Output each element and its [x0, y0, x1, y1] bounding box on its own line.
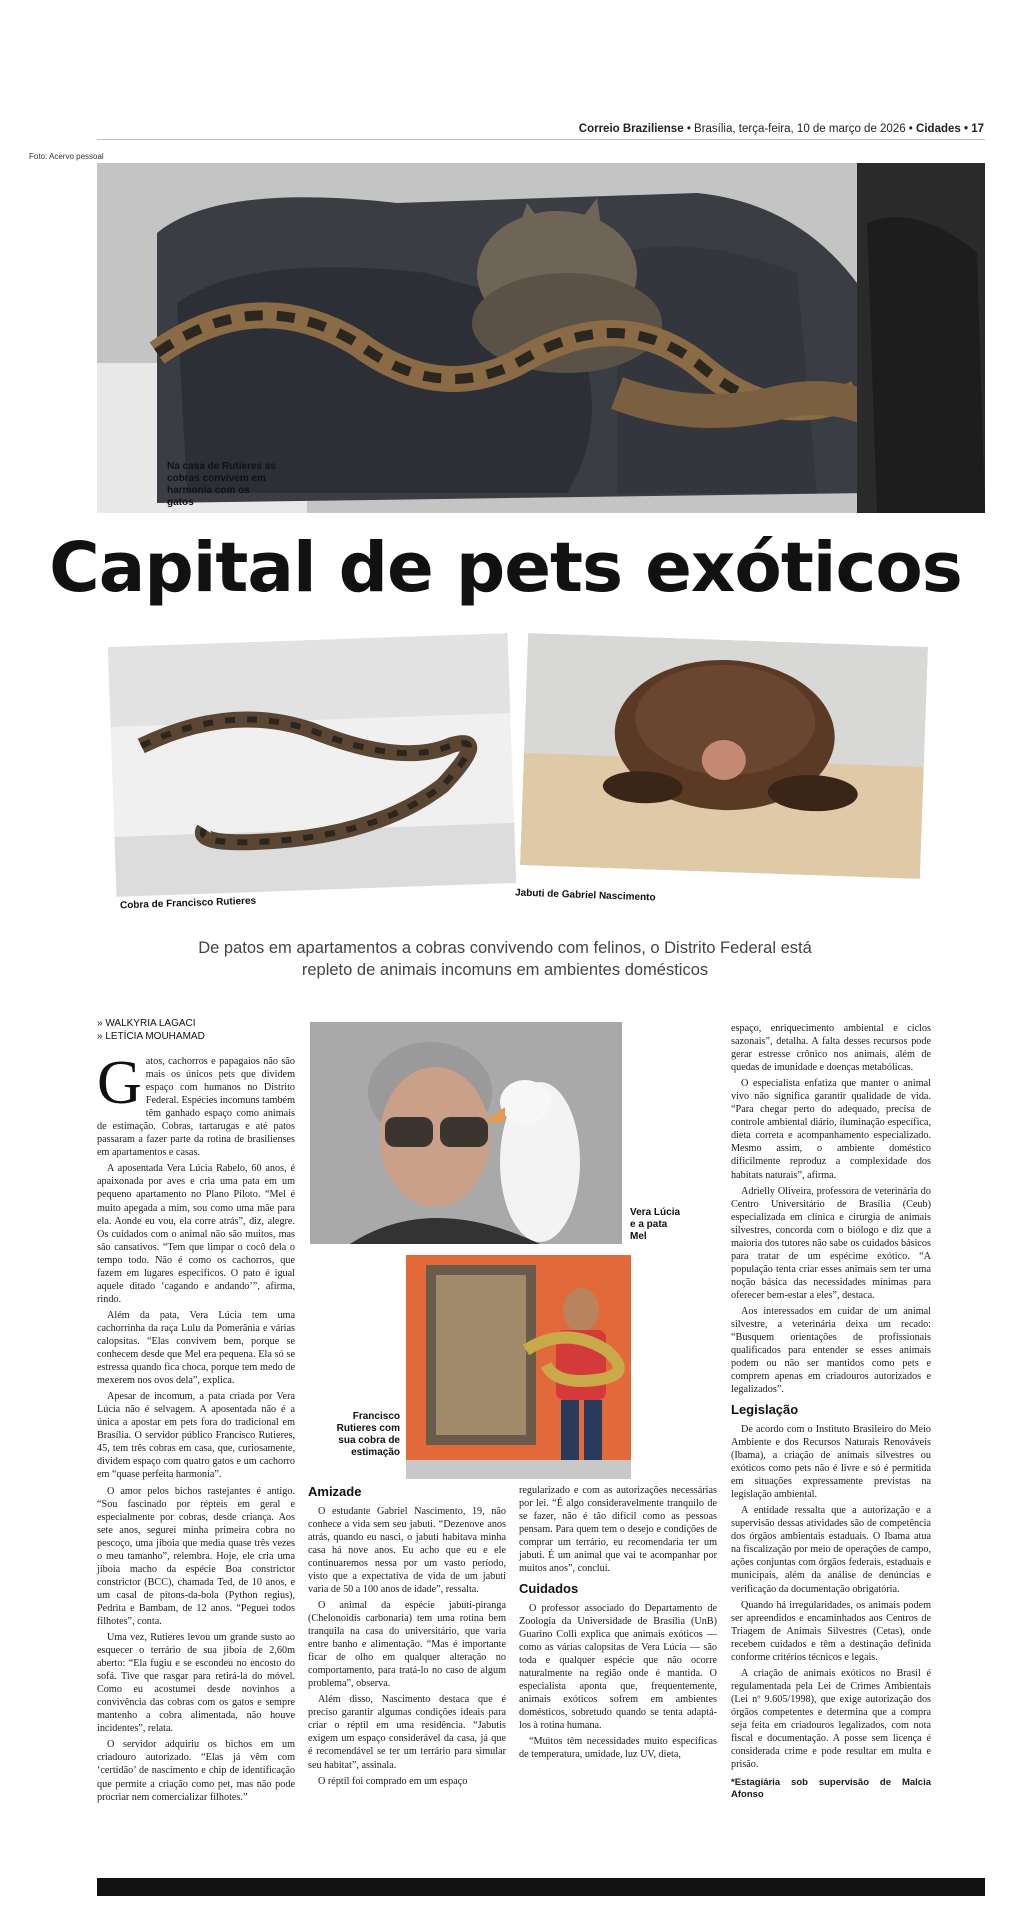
column-1 — [97, 1049, 295, 1807]
photo-credit: Foto: Acervo pessoal — [29, 152, 104, 161]
paragraph: A entidade ressalta que a autorização e a supervisão dessas atividades são de competência dos órgãos ambientais estaduais. O Ibama atua na fiscalização por meio de operações de campo, ações conjuntas com órgãos federais, estaduais e municipais, além da análise de denúncias e verificação da documentação obrigatória. — [731, 1505, 931, 1595]
paragraph: Uma vez, Rutieres levou um grande susto ao esquecer o terrário de sua jiboia de 2,60m aberto: “Ela fugiu e se escondeu no encosto do sofá. Tive que rasgar para retirá-la do móvel. Como eu acostumei desde novinhos a convivência das cobras com os gatos e sempre mantenho a cobra alimentada, não houve incidentes”, relata. — [97, 1632, 295, 1735]
paragraph: A criação de animais exóticos no Brasil é regulamentada pela Lei de Crimes Ambientais (Lei nº 9.605/1998), que exige autorização dos órgãos competentes e determina que a compra seja feita em criadouros legalizados, com nota fiscal e documentação. A posse sem licença é considerada crime e pode resultar em multa e prisão. — [731, 1667, 931, 1771]
snake-photo — [108, 633, 516, 897]
paragraph: “Muitos têm necessidades muito específicas de temperatura, umidade, luz UV, dieta, — [519, 1736, 717, 1761]
section-label: Cidades • 17 — [916, 123, 984, 135]
paragraph: Além disso, Nascimento destaca que é preciso garantir algumas condições ideais para criar o réptil em uma residência. “Jabutis exigem um espaço considerável da casa, já que é recomendável se ter um terrário para simular seu habitat”, assinala. — [308, 1694, 506, 1771]
column-4 — [731, 1022, 931, 1804]
paragraph: Aos interessados em cuidar de um animal silvestre, a veterinária deixa um recado: “Busquem orientações de profissionais qualificados para entender se esses animais podem ou não ser mantidos como pets e comprem apenas em criadouros autorizados e legalizados”. — [731, 1305, 931, 1396]
francisco-photo — [406, 1255, 631, 1479]
byline — [97, 1018, 205, 1043]
paragraph: Adrielly Oliveira, professora de veterinária do Centro Universitário de Brasília (Ceub) especializada em clínica e cirurgia de animais silvestres, concorda com o biólogo e diz que a maioria dos tutores não sabe os cuidados básicos para tratar de um espécime exótico. “A população tenta criar esses animais sem ter uma noção básica das necessidades mínimas para oferecer bem-estar a eles”, destaca. — [731, 1185, 931, 1301]
paragraph: Apesar de incomum, a pata criada por Vera Lúcia não é selvagem. A aposentada não é a única a apostar em pets fora do tradicional em Brasília. O servidor público Francisco Rutieres, 45, tem três cobras em casa, que, curiosamente, dividem espaço com quatro gatos e um cachorro em “quase perfeita harmonia”. — [97, 1391, 295, 1481]
francisco-photo-caption: Francisco Rutieres com sua cobra de estimação — [336, 1411, 400, 1458]
paragraph: espaço, enriquecimento ambiental e ciclos sazonais”, detalha. A falta desses recursos pode gerar estresse crônico nos animais, além de quedas de imunidade e doenças metabólicas. — [731, 1023, 931, 1074]
paragraph: Gatos, cachorros e papagaios não são mais os únicos pets que dividem espaço com humanos no Distrito Federal. Espécies incomuns também têm ganhado espaço como animais de estimação. Cobras, tartarugas e até patos passaram a fazer parte da rotina de brasilienses em apartamentos e casas. — [97, 1049, 295, 1159]
paragraph: Quando há irregularidades, os animais podem ser apreendidos e encaminhados aos Centros de Triagem de Animais Silvestres (Cetas), onde recebem cuidados e têm a destinação definida conforme critérios técnicos e legais. — [731, 1599, 931, 1663]
paragraph: regularizado e com as autorizações necessárias por lei. “É algo consideravelmente tranquilo de se fazer, não é tão difícil como as pessoas pensam. Para quem tem o desejo e condições de comprar um terrário, eu recomendaria ter um jabuti. É um animal que vai te acompanhar por muitos anos”, conclui. — [519, 1485, 717, 1575]
paragraph: Além da pata, Vera Lúcia tem uma cachorrinha da raça Lulu da Pomerânia e várias calopsitas. “Elas convivem bem, porque se conhecem desde que Mel era pequena. Ela só se estressa quando fica choca, porque tem medo de mexerem nos ovos dela”, explica. — [97, 1309, 295, 1387]
paragraph: O estudante Gabriel Nascimento, 19, não conhece a vida sem seu jabuti. “Dezenove anos atrás, quando eu nasci, o jabuti habitava minha casa há nove anos. Eu acho que eu e ele continuaremos nessa por um vasto período, visto que a expectativa de vida de um jabuti varia de 50 a 100 anos de idade”, ressalta. — [308, 1505, 506, 1595]
vera-photo-caption: Vera Lúcia e a pata Mel — [630, 1207, 681, 1242]
subhead-legislacao: Legislação — [731, 1402, 799, 1418]
article-subtitle: De patos em apartamentos a cobras convivendo com felinos, o Distrito Federal está repleto de animais incomuns em ambientes domésticos — [198, 939, 812, 980]
intern-note: *Estagiária sob supervisão de Malcia Afonso — [731, 1777, 931, 1801]
francisco-and-snake-image — [406, 1255, 631, 1479]
paragraph: O animal da espécie jabuti-piranga (Chelonoidis carbonaria) tem uma rotina bem tranquila na casa do universitário, que varia entre banho e alimentação. “Mas é importante ficar de olho em qualquer alteração no comportamento, para tratá-lo no caso de algum problema”, observa. — [308, 1599, 506, 1690]
paragraph: O servidor adquiriu os bichos em um criadouro autorizado. “Elas já vêm com ‘certidão’ de nascimento e chip de identificação que permite a criação como pet, mas não pode procriar nem comercializar filhotes.” — [97, 1739, 295, 1803]
column-3 — [519, 1484, 717, 1765]
snake-photo-caption: Cobra de Francisco Rutieres — [119, 895, 257, 912]
vera-and-duck-image — [310, 1022, 622, 1244]
header-rule — [97, 139, 985, 140]
tortoise-photo — [520, 633, 928, 879]
tortoise-image — [520, 633, 928, 879]
column-2 — [308, 1484, 506, 1791]
header-date: • Brasília, terça-feira, 10 de março de 2026 • — [686, 123, 913, 135]
author-1: » WALKYRIA LAGACI — [97, 1018, 196, 1029]
paragraph: O réptil foi comprado em um espaço — [318, 1775, 468, 1787]
top-photo-caption: Na casa de Rutieres as cobras convivem em harmonia com os gatos — [167, 461, 276, 508]
page-header — [579, 123, 984, 135]
footer-bar — [97, 1878, 985, 1896]
paragraph: O amor pelos bichos rastejantes é antigo. “Sou fascinado por répteis em geral e especialmente por cobras, desde criança. Aos sete anos, segurei minha primeira cobra no pescoço, uma jiboia que media quase três vezes o meu tamanho”, relembra. Hoje, ele cria uma jiboia macho da espécie Boa constrictor constrictor (BCC), chamada Ted, de 10 anos, e um casal de pítons-da-bola (Python regius), Pedrita e Bambam, de 12 anos. “Peguei todos filhotes”, conta. — [97, 1485, 295, 1627]
vera-photo — [310, 1022, 622, 1244]
paragraph: O especialista enfatiza que manter o animal vivo não significa garantir qualidade de vida. “Para chegar perto do adequado, precisa de controle ambiental diário, iluminação específica, dieta correta e acompanhamento especializado. Mesmo assim, o ambiente doméstico dificilmente reproduz a complexidade dos habitats naturais”, afirma. — [731, 1078, 931, 1181]
top-photo — [97, 163, 985, 513]
tortoise-photo-caption: Jabuti de Gabriel Nascimento — [514, 887, 656, 904]
snake-image — [108, 633, 516, 897]
subhead-cuidados: Cuidados — [519, 1581, 579, 1597]
author-2: » LETÍCIA MOUHAMAD — [97, 1030, 205, 1042]
article-title: Capital de pets exóticos — [49, 528, 962, 608]
paragraph: A aposentada Vera Lúcia Rabelo, 60 anos, é apaixonada por aves e cria uma pata em um pequeno apartamento no Plano Piloto. “Mel é muito apegada a mim, sou como uma mãe para ela. Aonde eu vou, ela corre atrás”, diz, alegre. Os cuidados com o animal não são muitos, mas são cansativos. “Tem que limpar o cocô dela o tempo todo. Não é como os cachorros, que fazem em lugares específicos. O pato é igual aquele ditado ‘cagando e andando’”, afirma, rindo. — [97, 1163, 295, 1305]
paragraph: De acordo com o Instituto Brasileiro do Meio Ambiente e dos Recursos Naturais Renováveis (Ibama), a criação de animais silvestres ou exóticos como pets não é livre e só é permitida em situações expressamente previstas na legislação ambiental. — [731, 1423, 931, 1501]
subhead-amizade: Amizade — [308, 1484, 362, 1499]
drop-cap: G — [97, 1049, 142, 1117]
paragraph: O professor associado do Departamento de Zoologia da Universidade de Brasília (UnB) Guarino Colli explica que animais exóticos — como as várias calopsitas de Vera Lúcia — são toda e qualquer espécie que não ocorre naturalmente na região onde é mantida. O especialista aponta que, frequentemente, animais exóticos sofrem em ambientes domésticos, sobretudo quando se tenta adaptá-los à rotina humana. — [519, 1602, 717, 1732]
newspaper-name: Correio Braziliense — [578, 123, 684, 135]
